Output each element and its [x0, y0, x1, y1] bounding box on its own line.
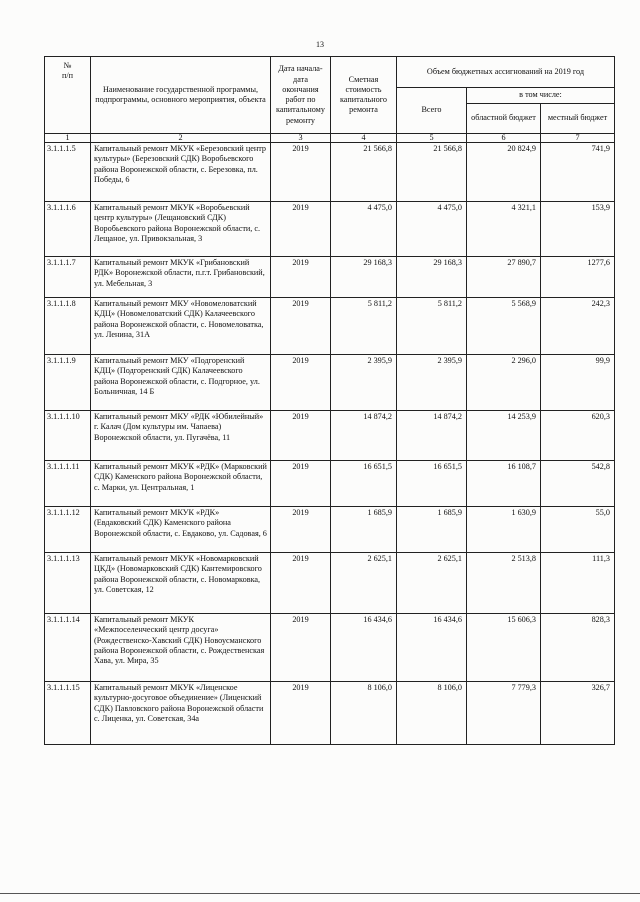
total-amount: 8 106,0	[397, 682, 467, 745]
year: 2019	[271, 461, 331, 507]
local-budget: 111,3	[541, 553, 615, 614]
estimated-cost: 1 685,9	[331, 507, 397, 553]
row-number: 3.1.1.1.12	[45, 507, 91, 553]
year: 2019	[271, 298, 331, 355]
object-name: Капитальный ремонт МКУК «РДК» (Евдаковский СДК) Каменского района Воронежской области, с. Евдаково, ул. Садовая, 6	[91, 507, 271, 553]
column-index: 2	[91, 134, 271, 143]
header-local: местный бюджет	[541, 104, 615, 134]
header-name: Наименование государственной программы, подпрограммы, основного мероприятия, объекта	[91, 57, 271, 134]
local-budget: 828,3	[541, 614, 615, 682]
object-name: Капитальный ремонт МКУ «Подгоренский КДЦ» (Подгоренский СДК) Калачеевского района Воронежской области, с. Подгорное, ул. Больничная, 14 Б	[91, 355, 271, 411]
page-number: 13	[316, 40, 324, 49]
estimated-cost: 29 168,3	[331, 257, 397, 298]
total-amount: 2 625,1	[397, 553, 467, 614]
estimated-cost: 2 625,1	[331, 553, 397, 614]
object-name: Капитальный ремонт МКУК «Грибановский РДК» Воронежской области, п.г.т. Грибановский, ул. Мебельная, 3	[91, 257, 271, 298]
table-row	[45, 614, 615, 682]
year: 2019	[271, 411, 331, 461]
estimated-cost: 4 475,0	[331, 202, 397, 257]
header-regional: областной бюджет	[467, 104, 541, 134]
local-budget: 326,7	[541, 682, 615, 745]
object-name: Капитальный ремонт МКУК «Воробьевский центр культуры» (Лещановский СДК) Воробьевского района Воронежской области, с. Лещаное, ул. Привокзальная, 3	[91, 202, 271, 257]
estimated-cost: 16 651,5	[331, 461, 397, 507]
local-budget: 542,8	[541, 461, 615, 507]
local-budget: 153,9	[541, 202, 615, 257]
column-index: 1	[45, 134, 91, 143]
year: 2019	[271, 553, 331, 614]
table-row	[45, 355, 615, 411]
header-num: № п/п	[45, 57, 91, 134]
header-budget: Объем бюджетных ассигнований на 2019 год	[397, 57, 615, 88]
total-amount: 1 685,9	[397, 507, 467, 553]
object-name: Капитальный ремонт МКУК «Межпоселенческий центр досуга» (Рождественско-Хавский СДК) Новоусманского района Воронежской области, с. Рождественская Хава, ул. Мира, 35	[91, 614, 271, 682]
row-number: 3.1.1.1.13	[45, 553, 91, 614]
total-amount: 29 168,3	[397, 257, 467, 298]
table-row	[45, 143, 615, 202]
local-budget: 741,9	[541, 143, 615, 202]
header-total: Всего	[397, 88, 467, 134]
local-budget: 620,3	[541, 411, 615, 461]
regional-budget: 2 296,0	[467, 355, 541, 411]
local-budget: 1277,6	[541, 257, 615, 298]
row-number: 3.1.1.1.9	[45, 355, 91, 411]
column-index: 4	[331, 134, 397, 143]
estimated-cost: 21 566,8	[331, 143, 397, 202]
row-number: 3.1.1.1.14	[45, 614, 91, 682]
budget-table	[44, 56, 615, 745]
column-index: 3	[271, 134, 331, 143]
object-name: Капитальный ремонт МКУ «Новомеловатский КДЦ» (Новомеловатский СДК) Калачеевского района Воронежской области, с. Новомеловатка, ул. Ленина, 31А	[91, 298, 271, 355]
estimated-cost: 16 434,6	[331, 614, 397, 682]
regional-budget: 27 890,7	[467, 257, 541, 298]
year: 2019	[271, 507, 331, 553]
regional-budget: 15 606,3	[467, 614, 541, 682]
regional-budget: 7 779,3	[467, 682, 541, 745]
object-name: Капитальный ремонт МКУК «Лиценское культурно-досуговое объединение» (Лиценский СДК) Павловского района Воронежской области с. Лиценка, ул. Советская, 34а	[91, 682, 271, 745]
row-number: 3.1.1.1.11	[45, 461, 91, 507]
regional-budget: 1 630,9	[467, 507, 541, 553]
local-budget: 99,9	[541, 355, 615, 411]
column-index: 7	[541, 134, 615, 143]
total-amount: 21 566,8	[397, 143, 467, 202]
total-amount: 16 434,6	[397, 614, 467, 682]
header-date: Дата начала-дата окончания работ по капитальному ремонту	[271, 57, 331, 134]
row-number: 3.1.1.1.6	[45, 202, 91, 257]
table-row	[45, 553, 615, 614]
regional-budget: 2 513,8	[467, 553, 541, 614]
table-row	[45, 202, 615, 257]
year: 2019	[271, 143, 331, 202]
table-row	[45, 461, 615, 507]
table-row	[45, 298, 615, 355]
row-number: 3.1.1.1.15	[45, 682, 91, 745]
column-index: 5	[397, 134, 467, 143]
total-amount: 4 475,0	[397, 202, 467, 257]
header-cost: Сметная стоимость капитального ремонта	[331, 57, 397, 134]
regional-budget: 20 824,9	[467, 143, 541, 202]
table-row	[45, 257, 615, 298]
regional-budget: 5 568,9	[467, 298, 541, 355]
regional-budget: 16 108,7	[467, 461, 541, 507]
table-row	[45, 507, 615, 553]
total-amount: 2 395,9	[397, 355, 467, 411]
object-name: Капитальный ремонт МКУ «РДК «Юбилейный» г. Калач (Дом культуры им. Чапаева) Воронежской области, ул. Пугачёва, 11	[91, 411, 271, 461]
estimated-cost: 2 395,9	[331, 355, 397, 411]
regional-budget: 14 253,9	[467, 411, 541, 461]
table-row	[45, 682, 615, 745]
estimated-cost: 5 811,2	[331, 298, 397, 355]
row-number: 3.1.1.1.10	[45, 411, 91, 461]
local-budget: 242,3	[541, 298, 615, 355]
row-number: 3.1.1.1.7	[45, 257, 91, 298]
header-including: в том числе:	[467, 88, 615, 104]
year: 2019	[271, 202, 331, 257]
local-budget: 55,0	[541, 507, 615, 553]
bottom-rule	[0, 893, 640, 894]
total-amount: 14 874,2	[397, 411, 467, 461]
total-amount: 5 811,2	[397, 298, 467, 355]
regional-budget: 4 321,1	[467, 202, 541, 257]
object-name: Капитальный ремонт МКУК «Березовский центр культуры» (Березовский СДК) Воробьевского района Воронежской области, с. Березовка, пл. Победы, 6	[91, 143, 271, 202]
object-name: Капитальный ремонт МКУК «Новомарковский ЦКД» (Новомарковский СДК) Кантемировского района Воронежской области, с. Новомарковка, ул. Советская, 12	[91, 553, 271, 614]
year: 2019	[271, 257, 331, 298]
object-name: Капитальный ремонт МКУК «РДК» (Марковский СДК) Каменского района Воронежской области, с. Марки, ул. Центральная, 1	[91, 461, 271, 507]
total-amount: 16 651,5	[397, 461, 467, 507]
column-index: 6	[467, 134, 541, 143]
estimated-cost: 8 106,0	[331, 682, 397, 745]
estimated-cost: 14 874,2	[331, 411, 397, 461]
year: 2019	[271, 682, 331, 745]
table-row	[45, 411, 615, 461]
row-number: 3.1.1.1.5	[45, 143, 91, 202]
year: 2019	[271, 614, 331, 682]
row-number: 3.1.1.1.8	[45, 298, 91, 355]
year: 2019	[271, 355, 331, 411]
